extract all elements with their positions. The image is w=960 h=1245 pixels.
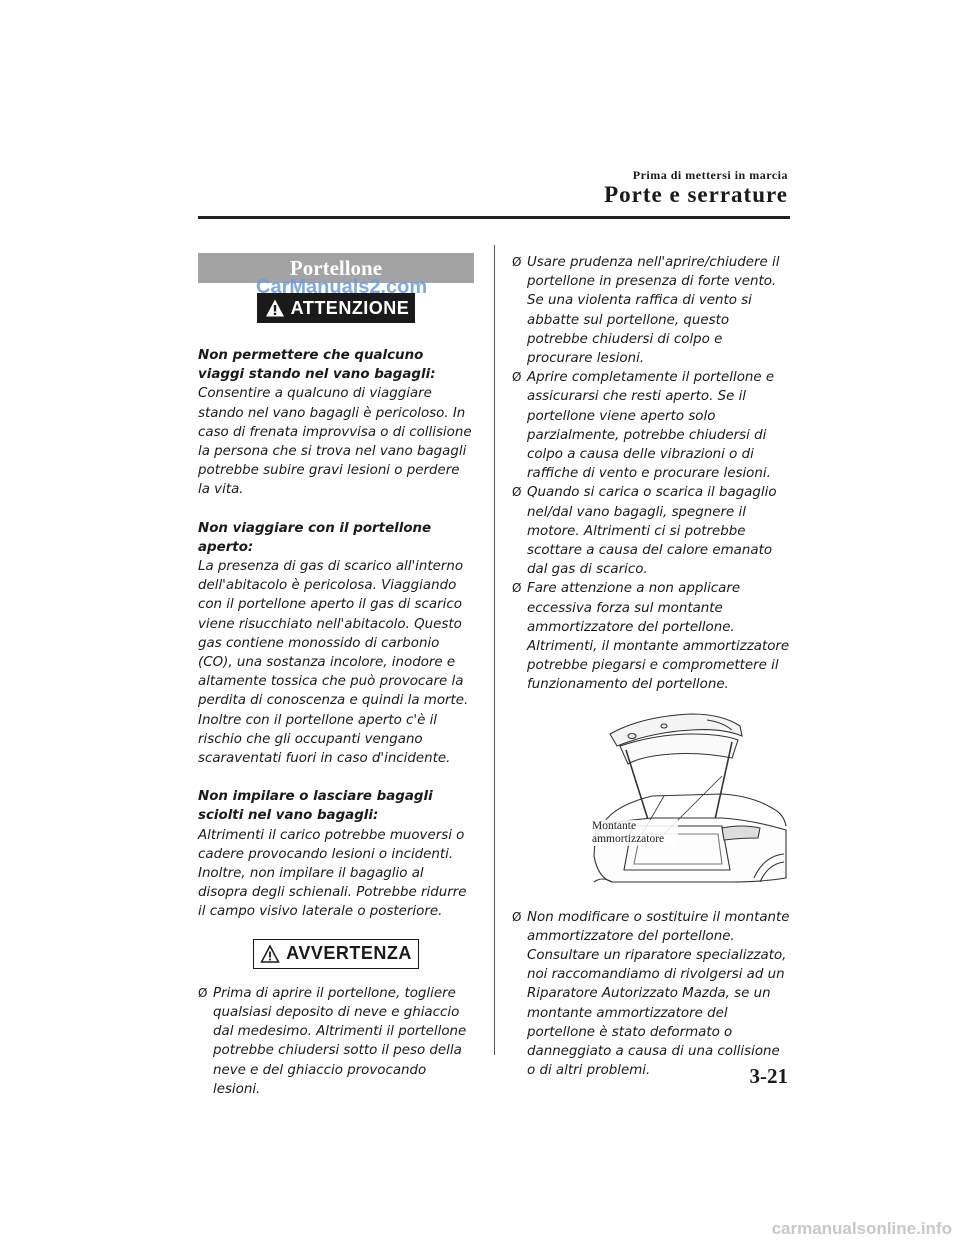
footer-watermark: carmanualsonline.info	[771, 1219, 952, 1238]
left-column	[198, 253, 474, 1099]
warning-label: ATTENZIONE	[290, 297, 410, 318]
bullet-arrow-icon: Ø	[512, 255, 522, 269]
tailgate-illustration	[572, 706, 790, 893]
figure-label: Montante ammortizzatore	[592, 820, 678, 846]
caution-item-3: Ø Aprire completamente il portellone e assicurarsi che resti aperto. Se il portellone viene aperto solo parzialmente, potrebbe chiudersi di colpo a causa delle vibrazioni o di raffiche di vento e procurare lesioni.	[512, 370, 775, 482]
caution-item-6: Ø Non modificare o sostituire il montante ammortizzatore del portellone. Consultare un riparatore specializzato, noi raccomandiamo di rivolgersi ad un Riparatore Autorizzato Mazda, se un montante ammortizzatore del portellone è stato deformato o danneggiato a causa di una collisione o di altri problemi.	[512, 909, 790, 1079]
warning-heading-2: Non viaggiare con il portellone aperto:	[198, 520, 432, 555]
caution-triangle-icon	[260, 944, 280, 964]
column-divider	[494, 245, 495, 1055]
warning-badge	[257, 293, 416, 323]
header-rule	[198, 216, 790, 219]
caution-item-2: Ø Usare prudenza nell'aprire/chiudere il portellone in presenza di forte vento. Se una violenta raffica di vento si abbatte sul portellone, questo potrebbe chiudersi di colpo e procurare lesioni.	[512, 255, 780, 367]
bullet-arrow-icon: Ø	[512, 370, 522, 385]
watermark-text: CarManuals2.com	[256, 276, 428, 298]
caution-item-5: Ø Fare attenzione a non applicare eccessiva forza sul montante ammortizzatore del portellone. Altrimenti, il montante ammortizzatore potrebbe piegarsi e compromettere il funzionamento del portellone.	[512, 581, 790, 693]
page-number: 3-21	[749, 1064, 788, 1088]
right-column	[512, 253, 790, 1081]
caution-badge	[253, 939, 419, 969]
bullet-arrow-icon: Ø	[512, 909, 522, 924]
section-heading	[198, 253, 474, 298]
chapter-title: Prima di mettersi in marcia	[632, 168, 788, 182]
warning-text-3: Altrimenti il carico potrebbe muoversi o cadere provocando lesioni o incidenti. Inoltre, non impilare il bagaglio al disopra degli schienali. Potrebbe ridurre il campo visivo laterale o posteriore.	[198, 827, 467, 920]
bullet-arrow-icon: Ø	[198, 985, 208, 1000]
caution-badge-wrap	[198, 939, 474, 969]
bullet-arrow-icon: Ø	[512, 581, 522, 596]
warning-triangle-icon	[265, 298, 285, 318]
bullet-arrow-icon: Ø	[512, 485, 522, 500]
page-title: Porte e serrature	[604, 182, 788, 207]
caution-item-4: Ø Quando si carica o scarica il bagaglio nel/dal vano bagagli, spegnere il motore. Altrimenti ci si potrebbe scottare a causa del calore emanato dal gas di scarico.	[512, 485, 777, 578]
caution-label: AVVERTENZA	[286, 943, 412, 964]
warning-badge-wrap	[198, 293, 474, 323]
warning-text-1: Consentire a qualcuno di viaggiare stando nel vano bagagli è pericoloso. In caso di frenata improvvisa o di collisione la persona che si trova nel vano bagagli potrebbe subire gravi lesioni o perdere la vita.	[198, 386, 472, 498]
warning-heading-3: Non impilare o lasciare bagagli sciolti nel vano bagagli:	[198, 789, 433, 824]
caution-item-1: Ø Prima di aprire il portellone, togliere qualsiasi deposito di neve e ghiaccio dal medesimo. Altrimenti il portellone potrebbe chiudersi sotto il peso della neve e del ghiaccio provocando lesioni.	[198, 985, 467, 1097]
section-title: Portellone	[289, 256, 383, 280]
tailgate-figure	[572, 706, 790, 893]
warning-text-2: La presenza di gas di scarico all'interno dell'abitacolo è pericolosa. Viaggiando con il portellone aperto il gas di scarico viene risucchiato nell'abitacolo. Questo gas contiene monossido di carbonio (CO), una sostanza incolore, inodore e altamente tossica che può provocare la perdita di conoscenza e quindi la morte. Inoltre con il portellone aperto c'è il rischio che gli occupanti vengano scaraventati fuori in caso d'incidente.	[198, 559, 469, 767]
warning-heading-1: Non permettere che qualcuno viaggi stando nel vano bagagli:	[198, 348, 436, 383]
